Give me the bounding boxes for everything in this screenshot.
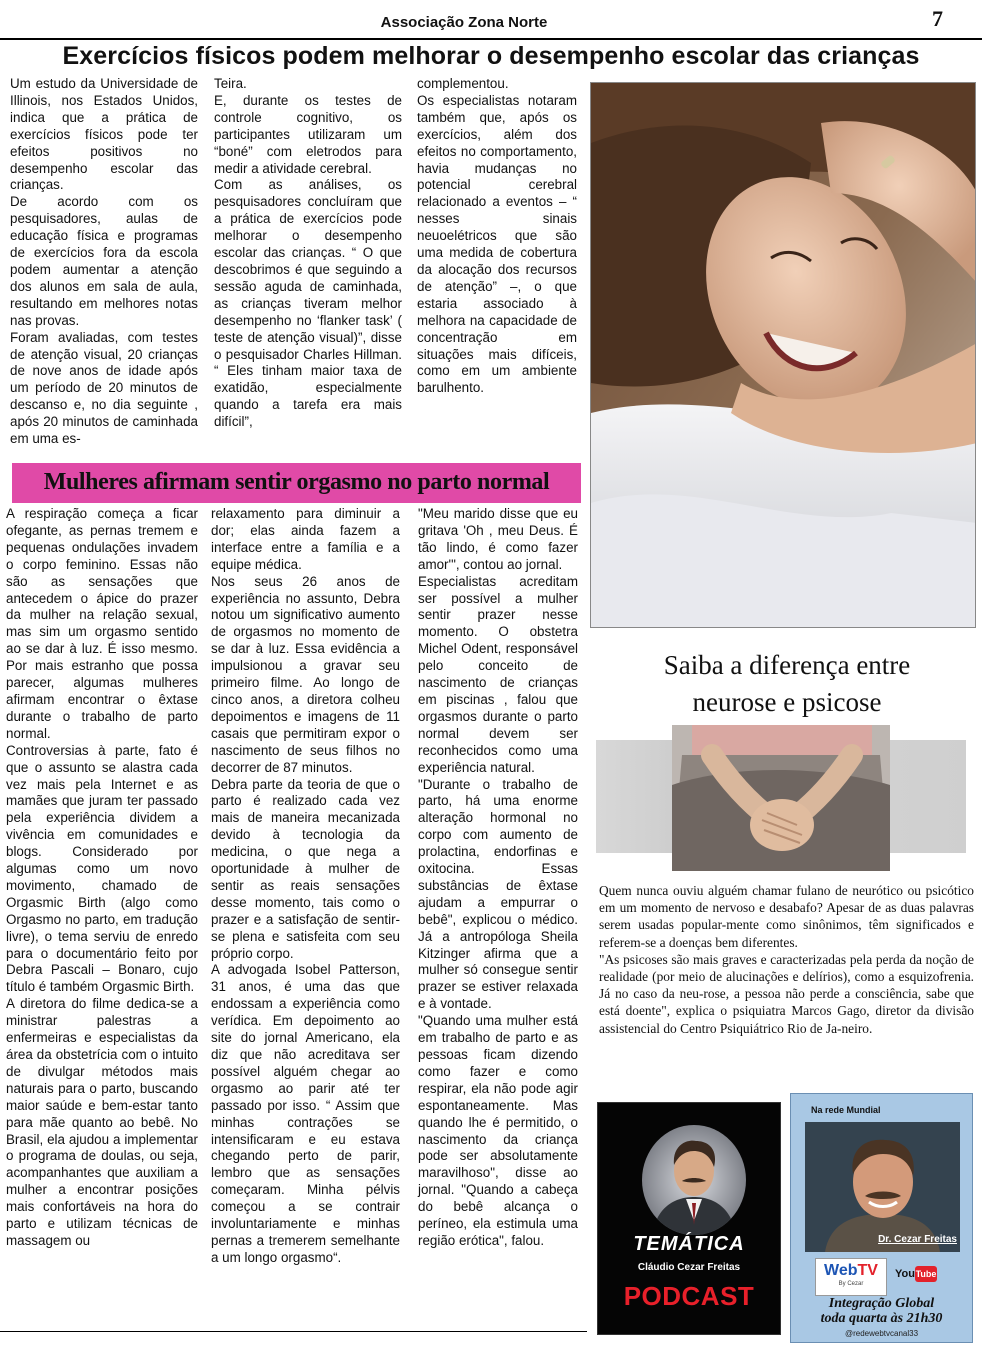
webtv-host-name: Dr. Cezar Freitas (878, 1234, 957, 1245)
article-paragraph: Controversias à parte, fato é que o assunto se alastra cada vez mais pela Internet e as mamães que juram ter passado pela experiência dividem a vivência em comunidades e blogs. Considerado por algumas como um novo movimento, chamado de Orgasmic Birth (algo como Orgasmo no parto, em tradução livre), o tema serviu de enredo para o documentário feito por Debra Pascali – Bonaro, cujo título é também Orgasmic Birth. (6, 742, 198, 995)
webtv-logo[interactable] (815, 1258, 887, 1296)
article-neurosis-headline-line-1: Saiba a diferença entre (663, 650, 911, 680)
webtv-logo-text (816, 1262, 886, 1280)
woman-photo-illustration (591, 83, 976, 628)
article-paragraph: A diretora do filme dedica-se a ministrar palestras a enfermeiras e especialistas da área da obstetrícia com o intuito de divulgar métodos mais naturais para o parto, buscando maior saúde e bem-estar tanto para mãe quanto ao bebê. No Brasil, ela ajudou a implementar o programa de doulas, ou seja, acompanhantes que auxiliam a mulher a encontrar posições mais confortáveis na hora do parto e utilizam técnicas de massagem ou (6, 996, 198, 1248)
article-paragraph: Nos seus 26 anos de experiência no assunto, Debra notou um significativo aumento de orgasmos no momento de se dar à luz. Essa evidência a impulsionou a gravar seu primeiro filme. Ao longo de cinco anos, a diretora colheu depoimentos e imagens de 11 casais que permitiram expor o nascimento de seus filhos no decorrer de 87 minutos. (211, 573, 400, 775)
page-number: 7 (932, 6, 943, 31)
article-paragraph: Quem nunca ouviu alguém chamar fulano de neurótico ou psicótico em um momento de nervoso e desabafo? Apesar de as duas palavras serem usadas popular-mente como sinônimos, têm significados e referem-se a doenças bem diferentes. (599, 883, 974, 950)
article-paragraph: Debra parte da teoria de que o parto é realizado cada vez mais de maneira mecanizada devido à tecnologia da medicina, o que nega a oportunidade à mulher de sentir as reais sensações desse momento, tais como o prazer e a satisfação de sentir-se plena e satisfeita com seu próprio corpo. (211, 776, 400, 961)
article-exercise-headline: Exercícios físicos podem melhorar o desempenho escolar das crianças (62, 42, 920, 70)
article-paragraph: Com as análises, os pesquisadores concluíram que a prática de exercícios pode melhorar o desempenho escolar das crianças. “ O que descobrimos é que seguindo a sessão aguda de caminhada, as crianças tiveram melhor desempenho no ‘flanker task’ ( teste de atenção visual)”, disse o pesquisador Charles Hillman. “ Eles tinham maior taxa de exatidão, especialmente quando a tarefa era mais difícil”, (214, 177, 402, 430)
article-paragraph: "Durante o trabalho de parto, há uma enorme alteração hormonal no corpo com aumento de prolactina, endorfinas e oxitocina. Essas substâncias de êxtase ajudam a empurrar o bebê", explicou o médico. Já a antropóloga Sheila Kitzinger afirma que a mulher só consegue sentir prazer se estiver relaxada e à vontade. (418, 776, 578, 1012)
youtube-logo-you: You (895, 1268, 915, 1280)
article-paragraph: Um estudo da Universidade de Illinois, nos Estados Unidos, indica que a prática de exercícios físicos pode ter efeitos positivos no desempenho escolar das crianças. (10, 76, 198, 193)
article-paragraph: De acordo com os pesquisadores, aulas de educação física e programas de exercícios fora da escola podem aumentar a atenção dos alunos em sala de aula, resultando em melhores notas nas provas. (10, 194, 198, 328)
article-paragraph: E, durante os testes de controle cognitivo, os participantes utilizaram um “boné” com eletrodos para medir a atividade cerebral. (214, 92, 402, 176)
podcast-brand: TEMÁTICA (633, 1233, 745, 1255)
article-paragraph: "As psicoses são mais graves e caracterizadas pela perda da noção de realidade (por meio de alucinações e delírios), como a esquizofrenia. Já no caso da neu-rose, a pessoa não perde a consciência, sabe que está doente", explica o psiquiatra Marcos Gago, diretor da divisão assistencial do Centro Psiquiátrico Rio de Ja-neiro. (599, 951, 974, 1036)
webtv-host-portrait (805, 1122, 960, 1252)
article-paragraph: "Quando uma mulher está em trabalho de parto e as pessoas ficam dizendo como fazer e como respirar, ela não pode agir espontaneamente. Mas quando lhe é permitido, o nascimento da criança pode ser absolutamente maravilhoso", disse ao jornal. "Quando a cabeça do bebê alcança o períneo, ela estimula uma região erótica", falou. (418, 1013, 578, 1248)
newspaper-section-title: Associação Zona Norte (380, 14, 548, 31)
webtv-host-photo (805, 1122, 960, 1252)
article-orgasm-column-2 (211, 506, 400, 1267)
webtv-advertisement[interactable] (790, 1093, 973, 1343)
article-neurosis-headline (597, 647, 977, 721)
webtv-tagline (791, 1296, 972, 1326)
article-paragraph: Teira. (214, 76, 247, 91)
hands-photo (672, 725, 890, 871)
webtv-tagline-line-1: Integração Global (828, 1296, 935, 1311)
article-exercise-column-2 (214, 76, 402, 431)
article-orgasm-headline: Mulheres afirmam sentir orgasmo no parto normal (43, 469, 550, 495)
podcast-host-portrait (642, 1125, 746, 1235)
podcast-label: PODCAST (623, 1281, 755, 1311)
article-neurosis-headline-line-2: neurose e psicose (692, 687, 882, 717)
article-paragraph: Especialistas acreditam ser possível a mulher sentir prazer nesse momento. O obstetra Michel Odent, responsável pelo conceito de nascimento de crianças em piscinas , falou que orgasmos durante o parto normal devem ser reconhecidos como uma experiência natural. (418, 573, 578, 775)
webtv-tagline-line-2: toda quarta às 21h30 (820, 1311, 943, 1326)
article-orgasm-column-1 (6, 506, 198, 1250)
article-paragraph: Os especialistas notaram também que, após os exercícios, além dos efeitos no comportamento, havia mudanças no potencial cerebral relacionado a eventos – “ nesses sinais neuoelétricos que são uma medida de cobertura da alocação dos recursos de atenção” –, o que estaria associado à melhora na capacidade de concentração em situações mais difíceis, como em um ambiente barulhento. (417, 92, 577, 396)
header-divider (0, 38, 982, 40)
hands-photo-illustration (672, 725, 890, 871)
webtv-top-text: Na rede Mundial (811, 1105, 881, 1115)
podcast-host-name: Cláudio Cezar Freitas (637, 1262, 741, 1273)
article-paragraph: complementou. (417, 76, 509, 91)
footer-divider (0, 1331, 587, 1332)
webtv-logo-web: Web (824, 1262, 858, 1279)
youtube-logo-tube: Tube (915, 1266, 937, 1282)
woman-photo (590, 82, 976, 628)
podcast-advertisement[interactable] (597, 1102, 781, 1335)
article-paragraph: A respiração começa a ficar ofegante, as pernas tremem e pequenas ondulações invadem o corpo feminino. Essas não são as sensações que antecedem o ápice do prazer da mulher na relação sexual, mas sim um orgasmo sentido ao se dar à luz. É isso mesmo. Por mais estranho que possa parecer, algumas mulheres afirmam encontrar o êxtase durante o trabalho de parto normal. (6, 506, 198, 741)
webtv-handle[interactable]: @redewebtvcanal33 (844, 1329, 919, 1338)
article-paragraph: A advogada Isobel Patterson, 31 anos, é uma das que endossam a experiência como verídica. Em depoimento ao site do jornal Americano, ela diz que não acreditava ser possível alguém chegar ao orgasmo ao parir até ter passado por isso. “ Assim que minhas contrações se intensificaram e eu estava chegando perto de parir, lembro que as sensações começaram. Minha pélvis começou a se contrair involuntariamente e minhas pernas a tremerem semelhante a um longo orgasmo“. (211, 962, 400, 1265)
article-orgasm-banner (12, 463, 581, 503)
webtv-logo-tv: TV (857, 1262, 878, 1279)
article-paragraph: "Meu marido disse que eu gritava 'Oh , meu Deus. É tão lindo, é como fazer amor'", contou ao jornal. (418, 506, 578, 572)
article-exercise-column-3 (417, 76, 577, 397)
article-exercise-column-1 (10, 76, 198, 448)
article-paragraph: Foram avaliadas, com testes de atenção visual, 20 crianças de nove anos de idade após um período de 20 minutos de descanso e, no dia seguinte , após 20 minutos de caminhada em uma es- (10, 329, 198, 447)
article-paragraph: relaxamento para diminuir a dor; elas ainda fazem a interface entre a família e a equipe médica. (211, 506, 400, 572)
article-neurosis-body (599, 882, 974, 1037)
webtv-logo-subtitle: By Cezar (838, 1281, 864, 1287)
podcast-host-photo (642, 1125, 746, 1235)
youtube-icon[interactable] (895, 1264, 935, 1286)
article-orgasm-column-3 (418, 506, 578, 1250)
